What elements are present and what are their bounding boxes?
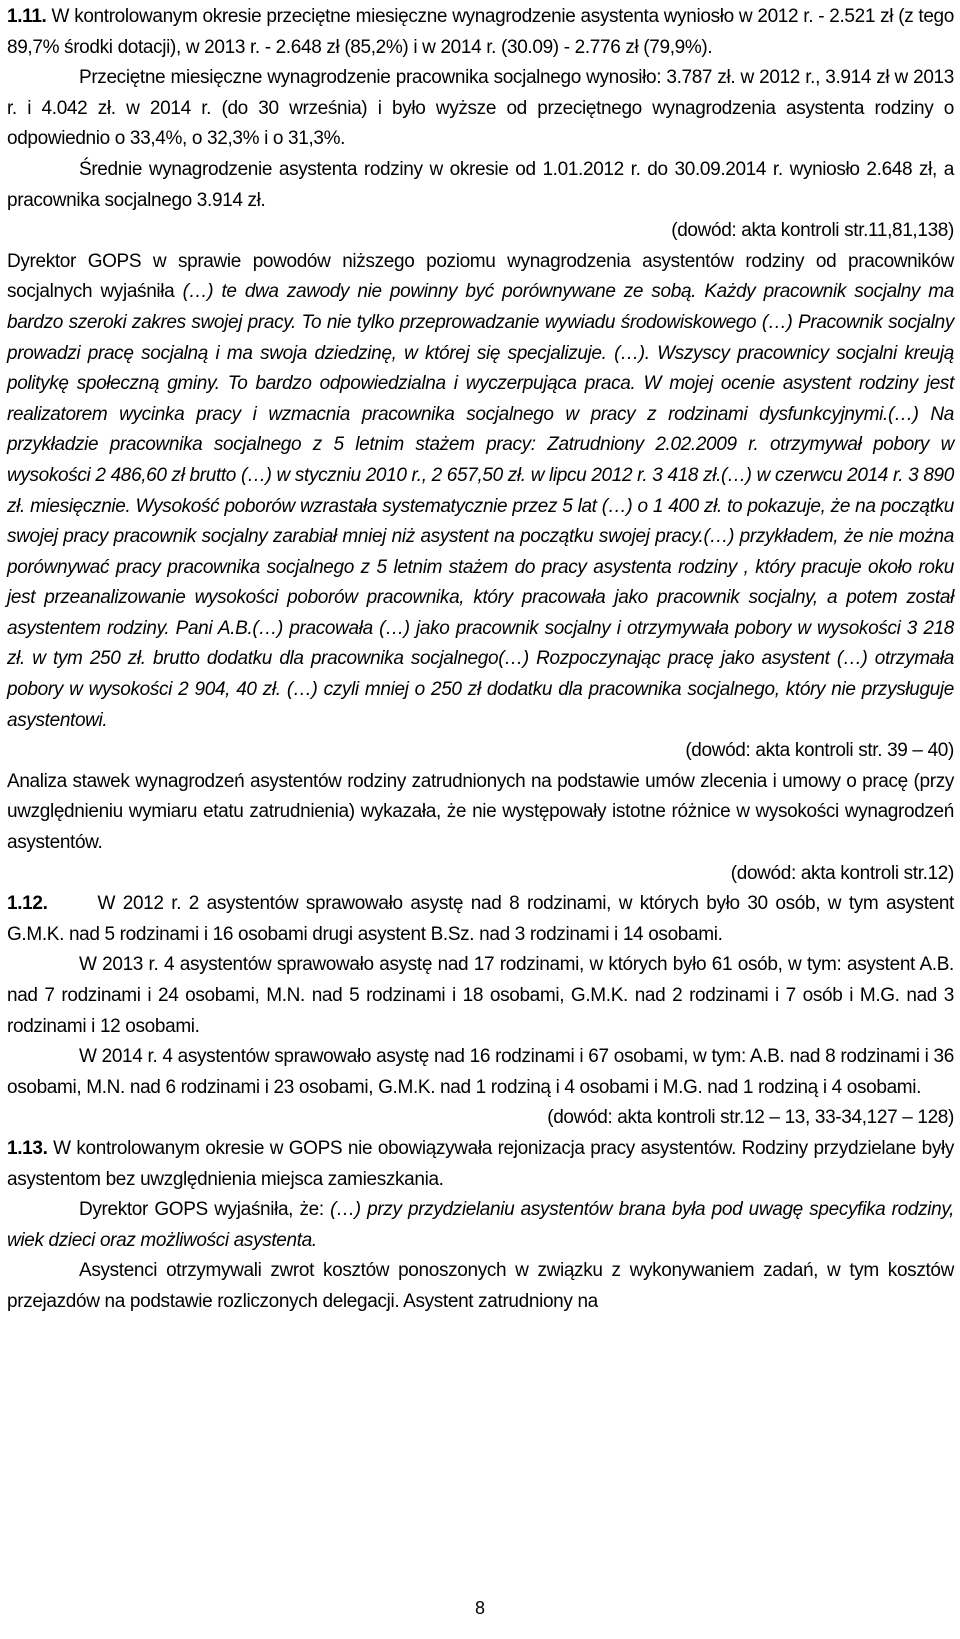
paragraph-director-explanation	[7, 247, 954, 737]
document-body	[7, 2, 954, 1318]
section-1-11-intro	[7, 2, 954, 63]
paragraph-travel-costs: Asystenci otrzymywali zwrot kosztów ponoszonych w związku z wykonywaniem zadań, w tym kosztów przejazdów na podstawie rozliczonych delegacji. Asystent zatrudniony na	[7, 1260, 954, 1312]
paragraph-text: Dyrektor GOPS w sprawie powodów niższego poziomu wynagrodzenia asystentów rodziny od pracowników socjalnych wyjaśniła	[7, 250, 954, 303]
paragraph-salary-analysis: Analiza stawek wynagrodzeń asystentów rodziny zatrudnionych na podstawie umów zlecenia i umowy o pracę (przy uwzględnieniu wymiaru etatu zatrudnienia) wykazała, że nie występowały istotne różnice w wysokości wynagrodzeń asystentów.	[7, 770, 954, 854]
paragraph-average-salary: Średnie wynagrodzenie asystenta rodziny w okresie od 1.01.2012 r. do 30.09.2014 r. wyniosło 2.648 zł, a pracownika socjalnego 3.914 zł.	[7, 158, 954, 211]
quoted-explanation: (…) te dwa zawody nie powinny być porównywane ze sobą. Każdy pracownik socjalny ma bardzo szeroki zakres swojej pracy. To nie tylko przeprowadzanie wywiadu środowiskowego (…) Pracownik socjalny prowadzi pracę socjalną i ma swoja dziedzinę, w której się specjalizuje. (…). Wszyscy pracownicy socjalni kreują politykę społeczną gminy. To bardzo odpowiedzialna i wyczerpująca praca. W mojej ocenie asystent rodziny jest realizatorem wycinka pracy i wzmacnia pracownika socjalnego w pracy z rodzinami dysfunkcyjnymi.(…) Na przykładzie pracownika socjalnego z 5 letnim stażem pracy: Zatrudniony 2.02.2009 r. otrzymywał pobory w wysokości 2 486,60 zł brutto (…) w styczniu 2010 r., 2 657,50 zł. w lipcu 2012 r. 3 418 zł.(…) w czerwcu 2014 r. 3 890 zł. miesięcznie. Wysokość poborów wzrastała systematycznie przez 5 lat (…) o 1 400 zł. to pokazuje, że na początku swojej pracy pracownik socjalny zarabiał mniej niż asystent na początku swojej pracy.(…) przykładem, że nie można porównywać pracy pracownika socjalnego z 5 letnim stażem do pracy asystenta rodziny , który pracuje około roku jest przeanalizowanie wysokości poborów pracownika, który pracowała jako pracownik socjalny, a potem został asystentem rodziny. Pani A.B.(…) pracowała (…) jako pracownik socjalny i otrzymywała pobory w wysokości 3 218 zł. w tym 250 zł. brutto dodatku dla pracownika socjalnego(…) Rozpoczynając pracę jako asystent (…) otrzymała pobory w wysokości 2 904, 40 zł. (…) czyli mniej o 250 zł dodatku dla pracownika socjalnego, który nie przysługuje asystentowi.	[7, 281, 954, 731]
section-number: 1.11.	[7, 6, 47, 27]
paragraph-text: Dyrektor GOPS wyjaśniła, że:	[79, 1199, 331, 1221]
paragraph-text: W kontrolowanym okresie w GOPS nie obowiązywała rejonizacja pracy asystentów. Rodziny przydzielane były asystentom bez uwzględnienia miejsca zamieszkania.	[7, 1137, 954, 1190]
evidence-reference: (dowód: akta kontroli str.12)	[730, 862, 954, 884]
paragraph-text: W 2012 r. 2 asystentów sprawowało asystę nad 8 rodzinami, w których było 30 osób, w tym asystent G.M.K. nad 5 rodzinami i 16 osobami drugi asystent B.Sz. nad 3 rodzinami i 14 osobami.	[7, 893, 954, 945]
paragraph-director-quote	[7, 1195, 954, 1256]
evidence-reference: (dowód: akta kontroli str.11,81,138)	[671, 220, 954, 242]
paragraph-social-worker-salary: Przeciętne miesięczne wynagrodzenie pracownika socjalnego wynosiło: 3.787 zł. w 2012 r., 3.914 zł w 2013 r. i 4.042 zł. w 2014 r. (do 30 września) i było wyższe od przeciętnego wynagrodzenia asystenta rodziny o odpowiednio o 33,4%, o 32,3% i o 31,3%.	[7, 67, 954, 150]
paragraph-2013-assistants: W 2013 r. 4 asystentów sprawowało asystę nad 17 rodzinami, w których było 61 osób, w tym: asystent A.B. nad 7 rodzinami i 24 osobami, M.N. nad 5 rodzinami i 18 osobami, G.M.K. nad 2 rodzinami i 7 osób i M.G. nad 3 rodzinami i 12 osobami.	[7, 954, 954, 1037]
section-number: 1.13.	[7, 1137, 48, 1159]
section-1-13-intro	[7, 1134, 954, 1195]
paragraph-text: W kontrolowanym okresie przeciętne miesięczne wynagrodzenie asystenta wyniosło w 2012 r. - 2.521 zł (z tego 89,7% środki dotacji), w 2013 r. - 2.648 zł (85,2%) i w 2014 r. (30.09) - 2.776 zł (79,9%).	[7, 6, 954, 58]
paragraph-2014-assistants: W 2014 r. 4 asystentów sprawowało asystę nad 16 rodzinami i 67 osobami, w tym: A.B. nad 8 rodzinami i 36 osobami, M.N. nad 6 rodzinami i 23 osobami, G.M.K. nad 1 rodziną i 4 osobami i M.G. nad 1 rodziną i 4 osobami.	[7, 1046, 954, 1098]
quoted-explanation: (…) przy przydzielaniu asystentów brana była pod uwagę specyfika rodziny, wiek dzieci oraz możliwości asystenta.	[7, 1199, 955, 1251]
evidence-reference: (dowód: akta kontroli str.12 – 13, 33-34,127 – 128)	[547, 1107, 954, 1129]
section-number: 1.12.	[7, 893, 48, 915]
section-1-12-intro	[7, 889, 954, 950]
page-number: 8	[474, 1598, 485, 1618]
evidence-reference: (dowód: akta kontroli str. 39 – 40)	[685, 740, 954, 762]
